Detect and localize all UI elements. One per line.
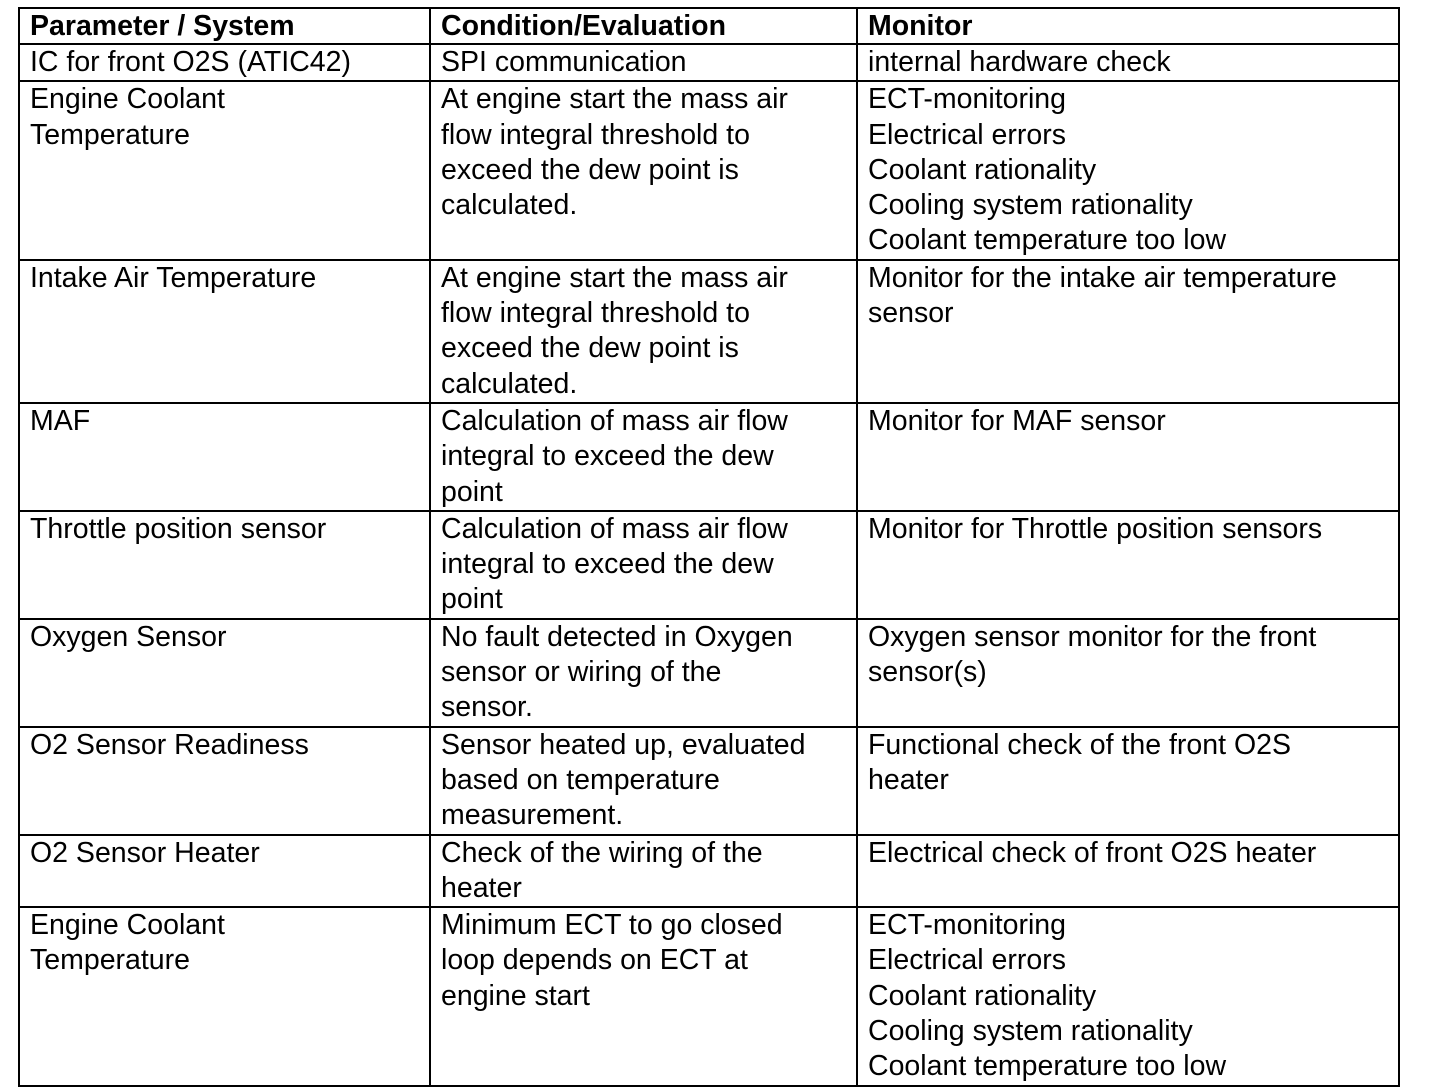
table-row: [19, 907, 1399, 1085]
monitor-conditions-table: [18, 7, 1400, 1087]
table-row: [19, 81, 1399, 259]
cell-text-line: SPI communication: [441, 46, 687, 78]
cell-text-line: Functional check of the front O2S: [868, 728, 1291, 761]
cell-text-line: No fault detected in Oxygen: [441, 620, 793, 653]
cell-condition: [430, 727, 857, 835]
table-body: [19, 44, 1399, 1086]
cell-text-line: ECT-monitoring: [868, 909, 1066, 942]
cell-text-line: based on temperature: [441, 763, 720, 796]
cell-text-line: Electrical errors: [868, 118, 1066, 151]
cell-text-line: loop depends on ECT at: [441, 944, 748, 977]
cell-text-line: Monitor for MAF sensor: [868, 404, 1166, 437]
cell-parameter: [19, 260, 430, 403]
cell-parameter: [19, 403, 430, 511]
table-row: [19, 619, 1399, 727]
cell-text-line: Monitor for the intake air temperature: [868, 261, 1337, 294]
cell-text-line: Intake Air Temperature: [30, 261, 317, 294]
cell-text-line: integral to exceed the dew: [441, 548, 774, 581]
cell-text-line: calculated.: [441, 367, 578, 400]
cell-text-line: point: [441, 475, 503, 508]
cell-text-line: point: [441, 583, 503, 616]
cell-text-line: Temperature: [30, 118, 190, 151]
cell-text-line: Oxygen sensor monitor for the front: [868, 620, 1317, 653]
cell-text-line: integral to exceed the dew: [441, 440, 774, 473]
cell-monitor: [857, 81, 1399, 259]
table-header-row: [19, 8, 1399, 44]
cell-monitor: [857, 727, 1399, 835]
cell-text-line: Calculation of mass air flow: [441, 404, 788, 437]
cell-condition: [430, 835, 857, 908]
cell-text-line: Check of the wiring of the: [441, 836, 763, 869]
table-row: [19, 511, 1399, 619]
cell-text-line: calculated.: [441, 189, 578, 222]
cell-text-line: engine start: [441, 979, 590, 1012]
cell-condition: [430, 44, 857, 81]
cell-parameter: [19, 44, 430, 81]
cell-text-line: Oxygen Sensor: [30, 620, 227, 653]
cell-parameter: [19, 511, 430, 619]
cell-text-line: Calculation of mass air flow: [441, 512, 788, 545]
cell-text-line: sensor: [868, 297, 954, 330]
cell-text-line: sensor or wiring of the: [441, 656, 722, 689]
cell-text-line: Monitor for Throttle position sensors: [868, 512, 1323, 545]
cell-text-line: IC for front O2S (ATIC42): [30, 46, 351, 78]
cell-condition: [430, 619, 857, 727]
cell-condition: [430, 260, 857, 403]
cell-text-line: At engine start the mass air: [441, 83, 788, 116]
cell-text-line: Sensor heated up, evaluated: [441, 728, 806, 761]
cell-text-line: measurement.: [441, 799, 624, 832]
table-row: [19, 44, 1399, 81]
cell-parameter: [19, 907, 430, 1085]
cell-parameter: [19, 619, 430, 727]
cell-monitor: [857, 907, 1399, 1085]
cell-condition: [430, 403, 857, 511]
cell-condition: [430, 81, 857, 259]
cell-text-line: sensor(s): [868, 656, 987, 689]
cell-monitor: [857, 260, 1399, 403]
cell-text-line: heater: [441, 871, 522, 904]
cell-text-line: Coolant rationality: [868, 979, 1097, 1012]
table-row: [19, 835, 1399, 908]
cell-text-line: Engine Coolant: [30, 909, 225, 942]
column-header-parameter: Parameter / System: [19, 8, 430, 44]
cell-text-line: MAF: [30, 404, 91, 437]
column-header-monitor: Monitor: [857, 8, 1399, 44]
cell-text-line: Temperature: [30, 944, 190, 977]
cell-text-line: Coolant temperature too low: [868, 224, 1227, 257]
cell-text-line: exceed the dew point is: [441, 332, 739, 365]
cell-text-line: Engine Coolant: [30, 83, 225, 116]
cell-text-line: exceed the dew point is: [441, 153, 739, 186]
cell-condition: [430, 907, 857, 1085]
cell-text-line: Electrical check of front O2S heater: [868, 836, 1317, 869]
cell-monitor: [857, 835, 1399, 908]
cell-monitor: [857, 619, 1399, 727]
cell-text-line: heater: [868, 763, 949, 796]
cell-text-line: Cooling system rationality: [868, 189, 1193, 222]
cell-monitor: [857, 44, 1399, 81]
table-row: [19, 260, 1399, 403]
column-header-condition: Condition/Evaluation: [430, 8, 857, 44]
cell-text-line: O2 Sensor Readiness: [30, 728, 309, 761]
cell-text-line: Coolant rationality: [868, 153, 1097, 186]
cell-text-line: Electrical errors: [868, 944, 1066, 977]
cell-text-line: ECT-monitoring: [868, 83, 1066, 116]
cell-text-line: flow integral threshold to: [441, 297, 750, 330]
cell-text-line: Cooling system rationality: [868, 1015, 1193, 1048]
cell-text-line: flow integral threshold to: [441, 118, 750, 151]
cell-text-line: sensor.: [441, 691, 533, 724]
cell-text-line: internal hardware check: [868, 46, 1171, 78]
cell-condition: [430, 511, 857, 619]
cell-text-line: Coolant temperature too low: [868, 1050, 1227, 1083]
cell-monitor: [857, 403, 1399, 511]
cell-parameter: [19, 727, 430, 835]
cell-monitor: [857, 511, 1399, 619]
table-row: [19, 403, 1399, 511]
cell-parameter: [19, 81, 430, 259]
cell-text-line: Throttle position sensor: [30, 512, 327, 545]
cell-parameter: [19, 835, 430, 908]
cell-text-line: Minimum ECT to go closed: [441, 909, 783, 942]
table-row: [19, 727, 1399, 835]
cell-text-line: O2 Sensor Heater: [30, 836, 260, 869]
cell-text-line: At engine start the mass air: [441, 261, 788, 294]
